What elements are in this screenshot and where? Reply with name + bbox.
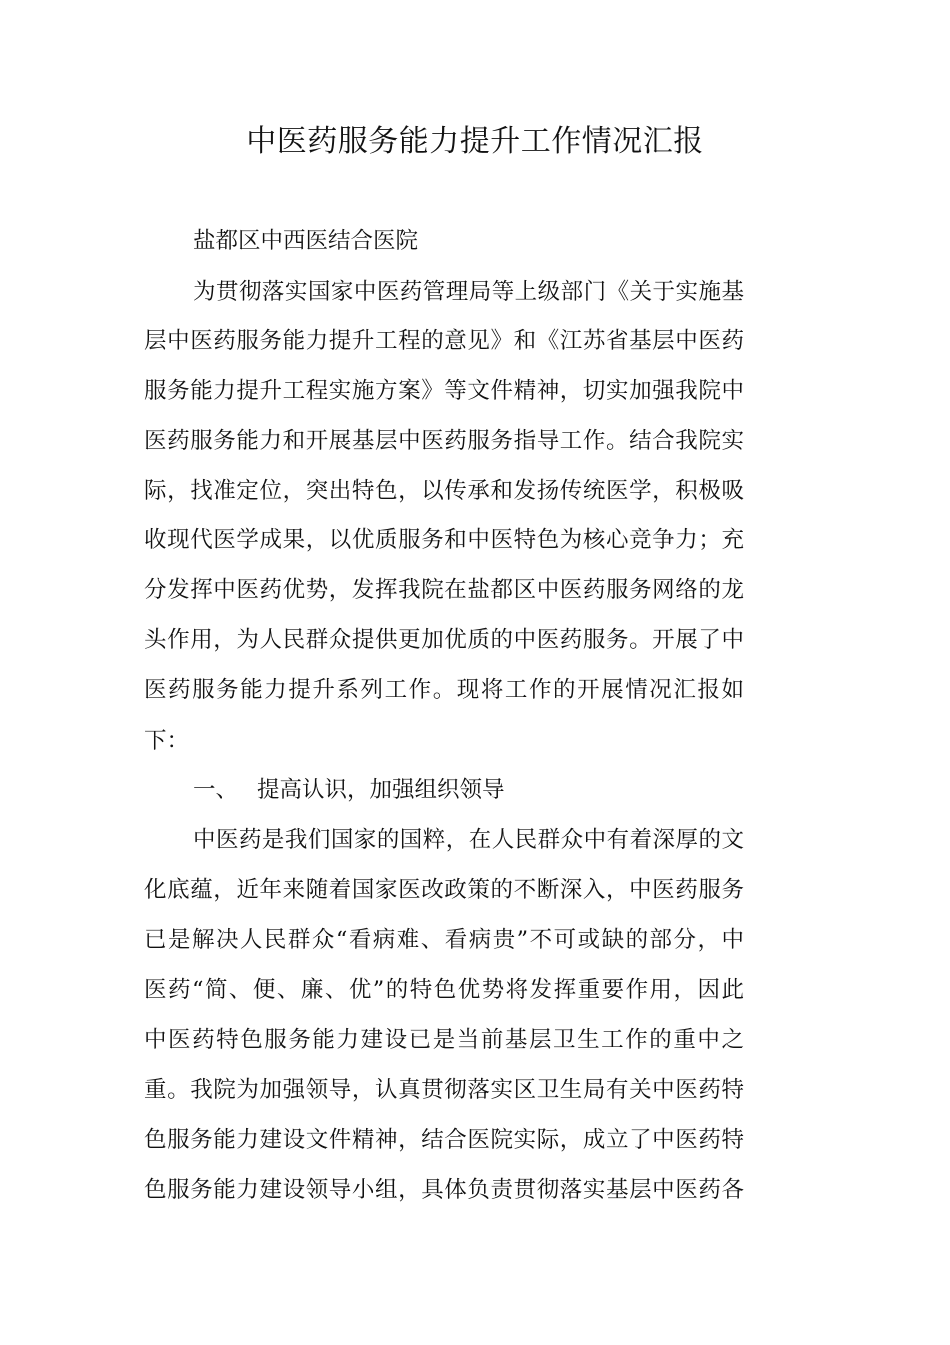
paragraph-line: 中医药特色服务能力建设已是当前基层卫生工作的重中之 — [144, 1027, 744, 1053]
paragraph-line: 为贯彻落实国家中医药管理局等上级部门《关于实施基 — [193, 279, 744, 305]
paragraph-line: 下： — [144, 728, 190, 754]
paragraph-line: 层中医药服务能力提升工程的意见》和《江苏省基层中医药 — [144, 328, 744, 354]
paragraph-line: 化底蕴，近年来随着国家医改政策的不断深入，中医药服务 — [144, 877, 744, 903]
paragraph-line: 已是解决人民群众“看病难、看病贵”不可或缺的部分，中 — [144, 927, 744, 953]
paragraph-line: 医药服务能力和开展基层中医药服务指导工作。结合我院实 — [144, 428, 744, 454]
paragraph-line: 色服务能力建设文件精神，结合医院实际，成立了中医药特 — [144, 1127, 744, 1153]
paragraph-line: 头作用，为人民群众提供更加优质的中医药服务。开展了中 — [144, 627, 744, 653]
section-heading — [193, 775, 744, 805]
paragraph-line: 医药服务能力提升系列工作。现将工作的开展情况汇报如 — [144, 677, 744, 703]
paragraph-line: 分发挥中医药优势，发挥我院在盐都区中医药服务网络的龙 — [144, 577, 744, 603]
section-title: 提高认识，加强组织领导 — [257, 777, 505, 803]
paragraph-line: 医药“简、便、廉、优”的特色优势将发挥重要作用，因此 — [144, 977, 744, 1003]
paragraph-line: 色服务能力建设领导小组，具体负责贯彻落实基层中医药各 — [144, 1177, 744, 1203]
paragraph-line: 际，找准定位，突出特色，以传承和发扬传统医学，积极吸 — [144, 478, 744, 504]
section-number: 一、 — [193, 777, 239, 803]
document-author: 盐都区中西医结合医院 — [193, 228, 419, 254]
document-title: 中医药服务能力提升工作情况汇报 — [246, 124, 704, 159]
paragraph-line: 重。我院为加强领导，认真贯彻落实区卫生局有关中医药特 — [144, 1077, 744, 1103]
paragraph-line: 服务能力提升工程实施方案》等文件精神，切实加强我院中 — [144, 378, 744, 404]
paragraph-line: 中医药是我们国家的国粹，在人民群众中有着深厚的文 — [193, 827, 744, 853]
paragraph-line: 收现代医学成果，以优质服务和中医特色为核心竞争力；充 — [144, 527, 744, 553]
